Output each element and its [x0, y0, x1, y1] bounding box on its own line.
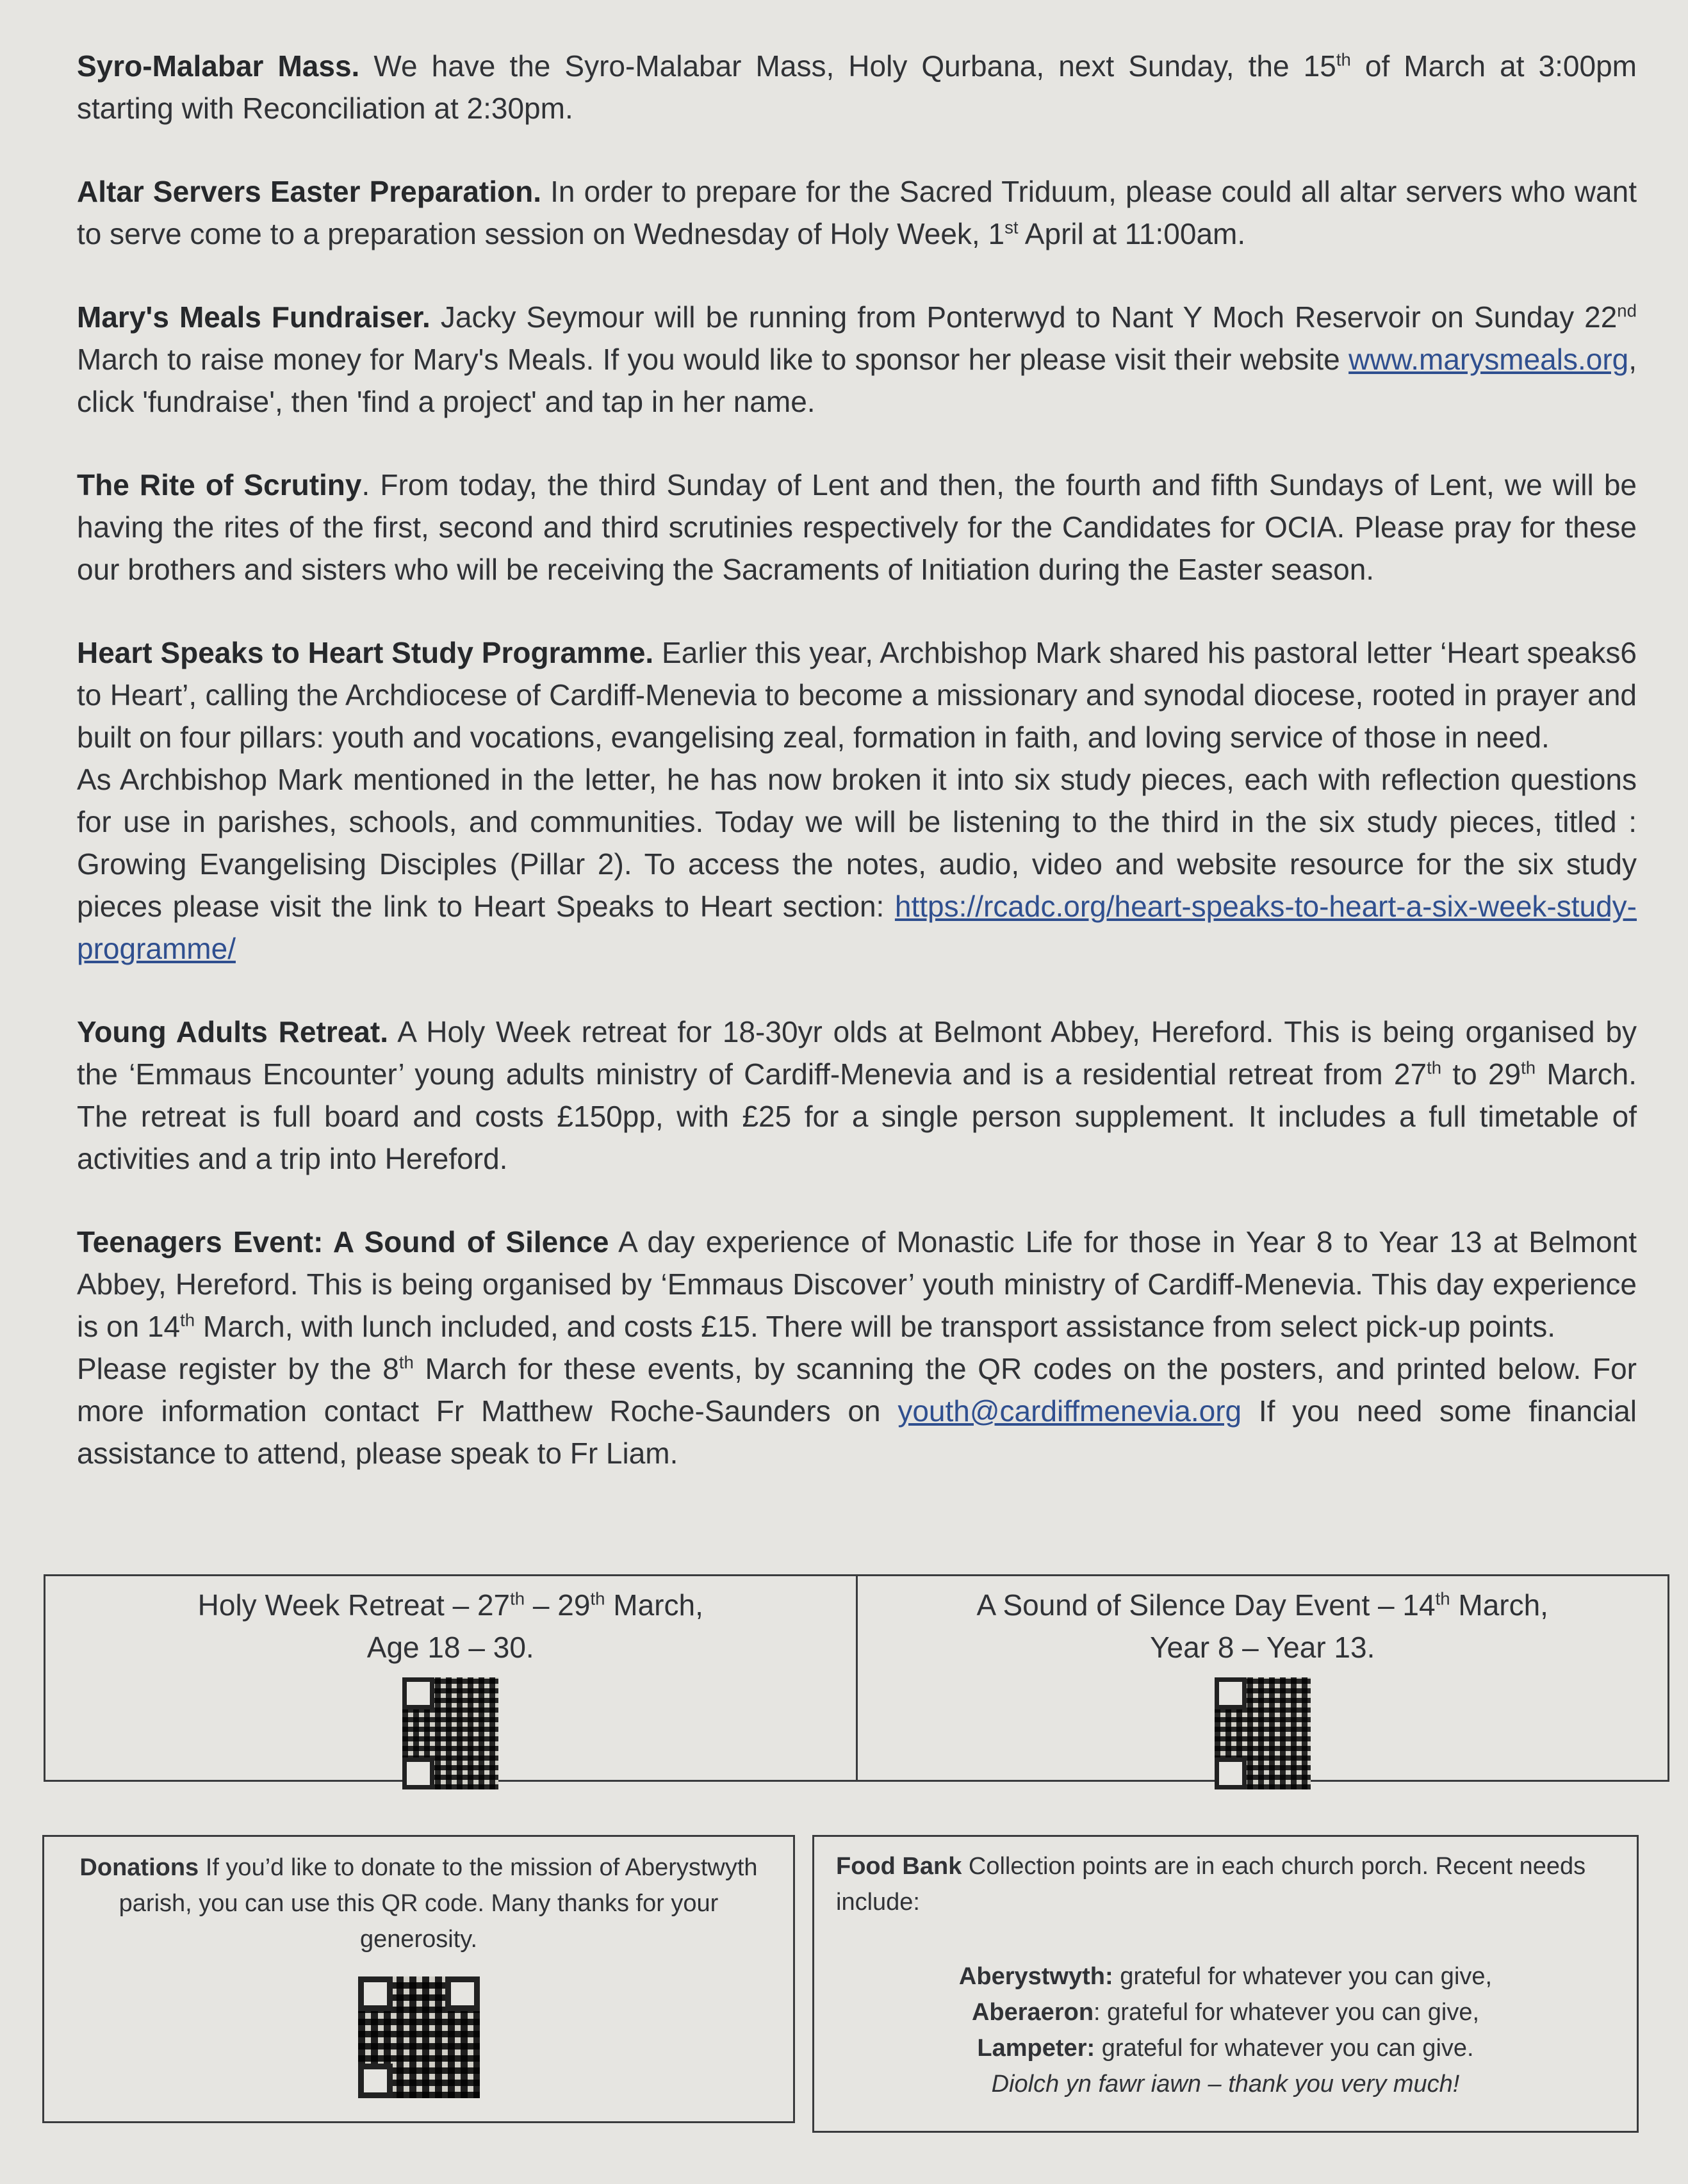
notice-altar-servers: Altar Servers Easter Preparation. In order to prepare for the Sacred Triduum, please could all altar servers who want to serve come to a preparation session on Wednesday of Holy Week, 1st April at 11:00am. — [77, 175, 1637, 250]
youth-email-link[interactable]: youth@cardiffmenevia.org — [897, 1394, 1242, 1428]
donations-qr-code[interactable] — [358, 1976, 480, 2098]
notice-title: Teenagers Event: A Sound of Silence — [77, 1225, 609, 1259]
notice-syro-malabar: Syro-Malabar Mass. We have the Syro-Malabar Mass, Holy Qurbana, next Sunday, the 15th of March at 3:00pm starting with Reconciliation at 2:30pm. — [77, 49, 1637, 125]
silence-qr-code[interactable] — [1215, 1677, 1311, 1789]
notice-title: Altar Servers Easter Preparation. — [77, 175, 542, 208]
notice-title: Mary's Meals Fundraiser. — [77, 300, 430, 334]
retreat-qr-code[interactable] — [402, 1677, 498, 1789]
donations-box: Donations If you’d like to donate to the mission of Aberystwyth parish, you can use this QR code. Many thanks for your generosity. — [42, 1835, 795, 2123]
food-bank-box: Food Bank Collection points are in each church porch. Recent needs include: Aberystwyth: grateful for whatever you can give, Aberaeron: grateful for whatever you can give, Lampeter: grateful for whatever you can give. Diolch yn fawr iawn – thank you very much! — [812, 1835, 1639, 2133]
notice-title: The Rite of Scrutiny — [77, 468, 362, 501]
notice-title: Heart Speaks to Heart Study Programme. — [77, 636, 654, 669]
notice-rite-of-scrutiny: The Rite of Scrutiny. From today, the third Sunday of Lent and then, the fourth and fifth Sundays of Lent, we will be having the rites of the first, second and third scrutinies respectively for the Candidates for OCIA. Please pray for these our brothers and sisters who will be receiving the Sacraments of Initiation during the Easter season. — [77, 468, 1637, 586]
marys-meals-link[interactable]: www.marysmeals.org — [1348, 343, 1629, 376]
food-bank-item: Aberystwyth: grateful for whatever you can give, — [958, 1963, 1493, 1990]
notice-title: Young Adults Retreat. — [77, 1015, 388, 1048]
notice-marys-meals: Mary's Meals Fundraiser. Jacky Seymour will be running from Ponterwyd to Nant Y Moch Reservoir on Sunday 22nd March to raise money for Mary's Meals. If you would like to sponsor her please visit their website www.marysmeals.org, click 'fundraise', then 'find a project' and tap in her name. — [77, 300, 1637, 418]
notice-teenagers-event: Teenagers Event: A Sound of Silence A day experience of Monastic Life for those in Year 8 to Year 13 at Belmont Abbey, Hereford. This is being organised by ‘Emmaus Discover’ youth ministry of Cardiff-Menevia. This day experience is on 14th March, with lunch included, and costs £15. There will be transport assistance from select pick-up points. Please register by the 8th March for these events, by scanning the QR codes on the posters, and printed below. For more information contact Fr Matthew Roche-Saunders on youth@cardiffmenevia.org If you need some financial assistance to attend, please speak to Fr Liam. — [77, 1225, 1637, 1470]
notice-young-adults-retreat: Young Adults Retreat. A Holy Week retreat for 18-30yr olds at Belmont Abbey, Hereford. This is being organised by the ‘Emmaus Encounter’ young adults ministry of Cardiff-Menevia and is a residential retreat from 27th to 29th March. The retreat is full board and costs £150pp, with £25 for a single person supplement. It includes a full timetable of activities and a trip into Hereford. — [77, 1015, 1637, 1175]
retreat-qr-box: Holy Week Retreat – 27th – 29th March, Age 18 – 30. — [45, 1576, 856, 1780]
silence-qr-box: A Sound of Silence Day Event – 14th March, Year 8 – Year 13. — [856, 1576, 1668, 1780]
notice-title: Syro-Malabar Mass. — [77, 49, 360, 83]
food-bank-item: Aberaeron: grateful for whatever you can give, — [971, 1999, 1480, 2026]
notice-heart-speaks: Heart Speaks to Heart Study Programme. Earlier this year, Archbishop Mark shared his pastoral letter ‘Heart speaks6 to Heart’, calling the Archdiocese of Cardiff-Menevia to become a missionary and synodal diocese, rooted in prayer and built on four pillars: youth and vocations, evangelising zeal, formation in faith, and loving service of those in need. As Archbishop Mark mentioned in the letter, he has now broken it into six study pieces, each with reflection questions for use in parishes, schools, and communities. Today we will be listening to the third in the six study pieces, titled : Growing Evangelising Disciples (Pillar 2). To access the notes, audio, video and website resource for the six study pieces please visit the link to Heart Speaks to Heart section: https://rcadc.org/heart-speaks-to-heart-a-six-week-study-programme/ — [77, 636, 1637, 965]
event-qr-boxes — [44, 1574, 1669, 1782]
food-bank-item: Lampeter: grateful for whatever you can give. — [977, 2035, 1474, 2062]
food-bank-thanks: Diolch yn fawr iawn – thank you very much! — [991, 2071, 1460, 2098]
heart-speaks-link[interactable]: https://rcadc.org/heart-speaks-to-heart-a-six-week-study-programme/ — [77, 890, 1637, 965]
